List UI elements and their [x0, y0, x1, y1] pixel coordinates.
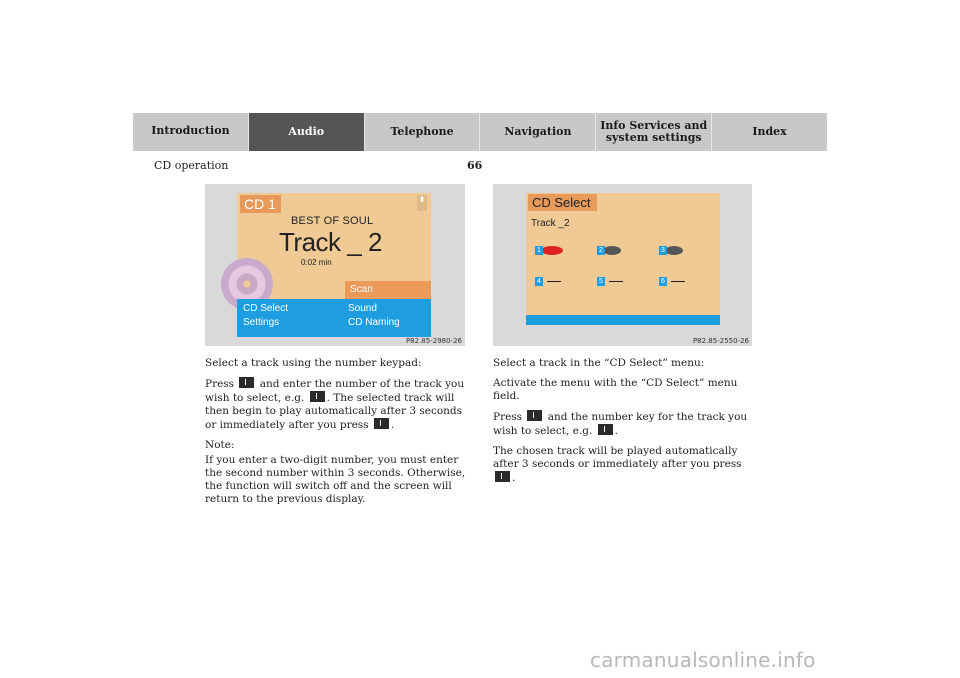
step-text: Press: [493, 411, 523, 423]
instruction-intro: Select a track in the “CD Select” menu:: [493, 357, 705, 369]
enter-key-icon: [374, 418, 389, 429]
watermark: carmanualsonline.info: [590, 648, 816, 672]
enter-key-icon: [239, 377, 254, 388]
section-tabs: [133, 113, 827, 151]
cd-slot-4[interactable]: [535, 277, 575, 291]
step-text: .: [390, 419, 395, 431]
tab-index[interactable]: Index: [712, 113, 827, 151]
instruction-activate: Activate the menu with the “CD Select” menu field.: [493, 377, 738, 402]
number-key-icon: [598, 424, 613, 435]
slot-number: 5: [597, 277, 605, 286]
note-label: Note:: [205, 439, 235, 451]
cd-slot-6[interactable]: [659, 277, 699, 291]
track-display: Track _ 2: [279, 227, 382, 257]
cd-select-title: CD Select: [528, 194, 597, 211]
slot-number: 2: [597, 246, 605, 255]
step-text: .: [614, 425, 618, 437]
cd-number-label: CD 1: [240, 195, 281, 213]
step-text: Press: [205, 378, 235, 390]
menu-cd-naming[interactable]: CD Naming: [348, 317, 400, 328]
enter-key-icon: [495, 471, 510, 482]
step-text: The chosen track will be played automatically after 3 seconds or immediately after you press: [493, 445, 742, 470]
album-title: BEST OF SOUL: [291, 215, 374, 227]
empty-slot-dash: [671, 281, 685, 282]
tab-navigation[interactable]: Navigation: [480, 113, 596, 151]
cd-slot-5[interactable]: [597, 277, 637, 291]
slot-number: 6: [659, 277, 667, 286]
step-text: and enter the number of the track you wish to select, e.g.: [205, 378, 465, 404]
cd-disc-icon: [541, 246, 563, 255]
right-column: [493, 357, 753, 492]
left-column: [205, 357, 467, 513]
instruction-chosen: [493, 445, 753, 485]
number-key-icon: [310, 391, 325, 402]
slot-number: 3: [659, 246, 667, 255]
instruction-step: [205, 377, 467, 432]
tab-audio[interactable]: Audio: [249, 113, 365, 151]
slot-number: 1: [535, 246, 543, 255]
menu-sound[interactable]: Sound: [348, 303, 377, 314]
cd-select-track: Track _2: [531, 218, 570, 229]
step-text: and the number key for the track you wish to select, e.g.: [493, 411, 748, 437]
page-number: 66: [467, 159, 483, 172]
instruction-press: [493, 410, 753, 438]
tab-info-services-line2: system settings: [605, 131, 702, 144]
cd-slot-1[interactable]: [535, 246, 575, 260]
section-title: CD operation: [154, 159, 229, 172]
tab-introduction[interactable]: Introduction: [133, 113, 249, 151]
cd-disc-icon: [603, 246, 621, 255]
scan-button[interactable]: Scan: [345, 281, 431, 299]
menu-bar: [237, 299, 431, 337]
note-text: If you enter a two-digit number, you must enter the second number within 3 seconds. Otherwise, the function will switch off and the screen will return to the previous display.: [205, 454, 466, 505]
figure-cd-playback: [205, 184, 465, 346]
cd-disc-icon: [665, 246, 683, 255]
figure-code: P82.85-2980-26: [405, 337, 462, 345]
tab-telephone[interactable]: Telephone: [365, 113, 481, 151]
tab-info-services[interactable]: [596, 113, 712, 151]
figure-cd-select: [493, 184, 752, 346]
empty-slot-dash: [609, 281, 623, 282]
empty-slot-dash: [547, 281, 561, 282]
cd-playback-screen: [237, 193, 431, 328]
tab-info-services-line1: Info Services and: [600, 119, 708, 132]
step-text: . The selected track will then begin to play automatically after 3 seconds or immediately after you press: [205, 392, 463, 431]
cd-slot-3[interactable]: [659, 246, 699, 260]
cd-select-screen: [526, 193, 720, 321]
cd-magazine-icon: ▮: [417, 195, 427, 211]
menu-settings[interactable]: Settings: [243, 317, 280, 328]
enter-key-icon: [527, 410, 542, 421]
cd-slot-2[interactable]: [597, 246, 637, 260]
step-text: .: [512, 472, 516, 484]
slot-number: 4: [535, 277, 543, 286]
menu-cd-select[interactable]: CD Select: [243, 303, 289, 314]
menu-bar: [526, 315, 720, 325]
instruction-intro: Select a track using the number keypad:: [205, 357, 422, 369]
playback-time: 0:02 min: [301, 258, 332, 267]
figure-code: P82.85-2550-26: [692, 337, 749, 345]
